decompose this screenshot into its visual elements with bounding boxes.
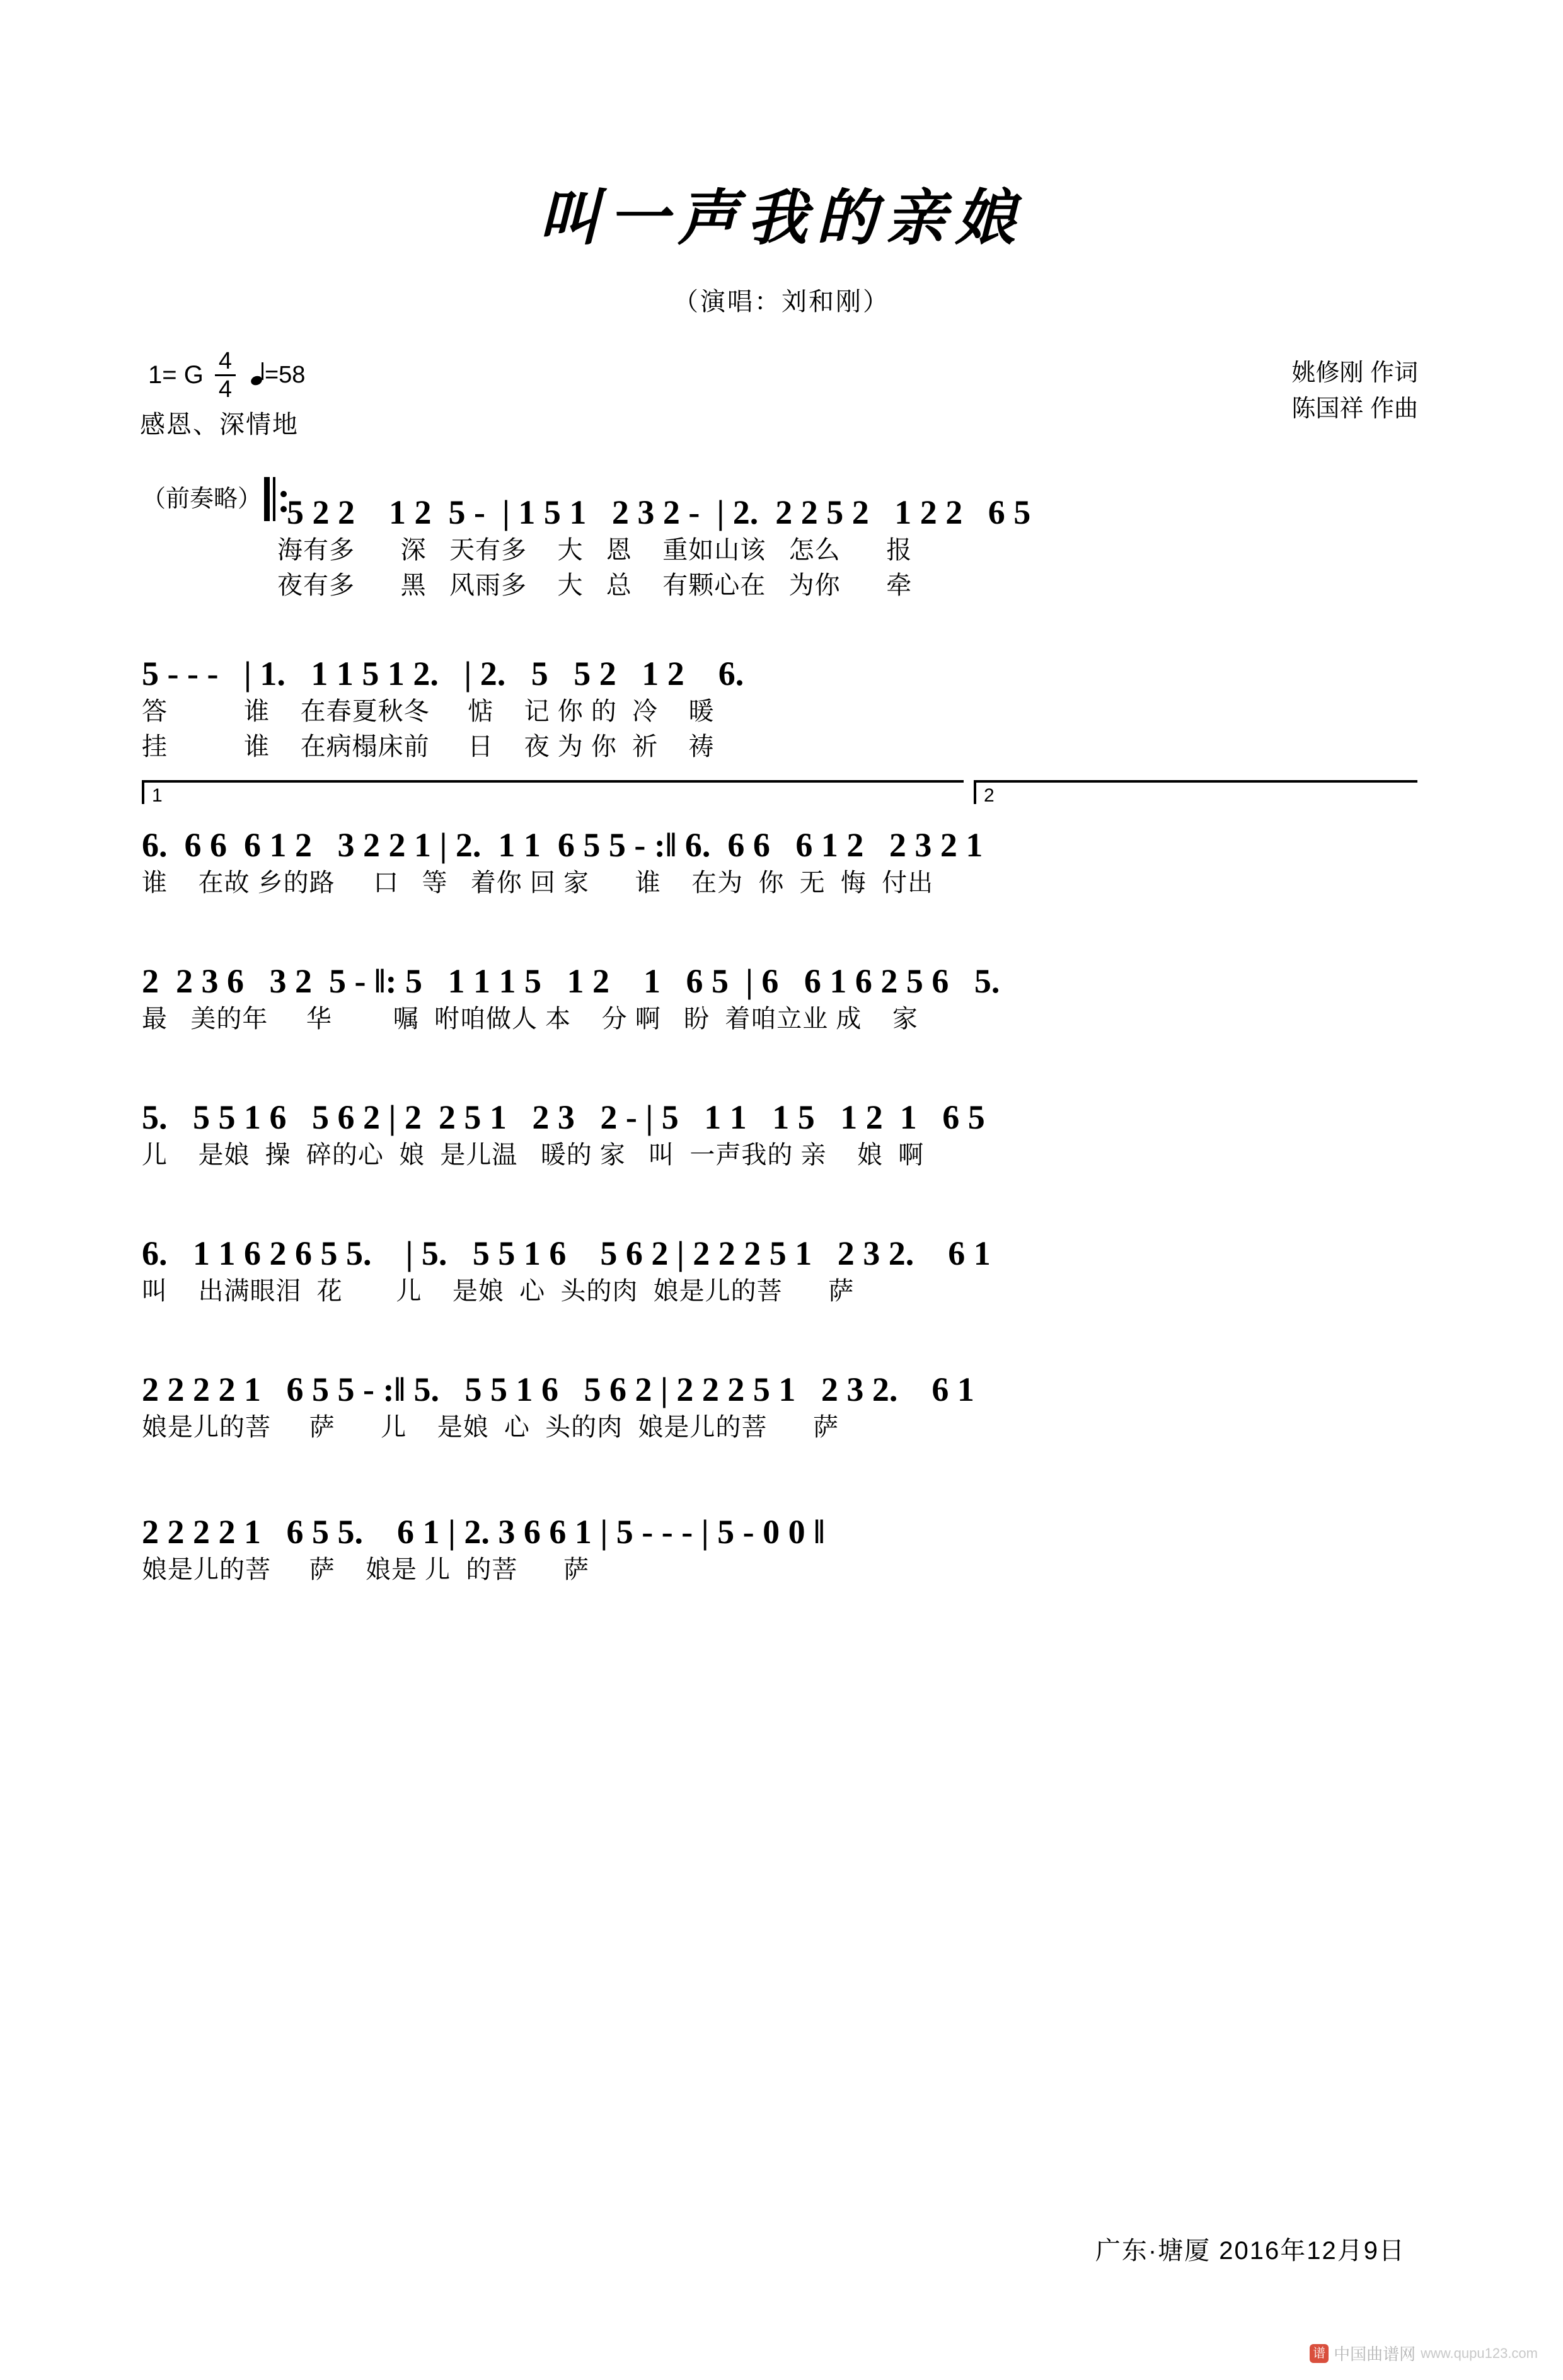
notes-text-3: 6. 6 6 6 1 2 3 2 2 1 | 2. 1 1 6 5 5 - :‖ 6. 6 6 6 1 2 2 3 2 1 bbox=[142, 826, 983, 864]
lyrics-row-5 bbox=[142, 1138, 1421, 1172]
score-metadata bbox=[0, 349, 1563, 450]
system-7 bbox=[142, 1346, 1421, 1444]
tempo-value: =58 bbox=[264, 362, 306, 388]
lyricist-credit: 姚修刚 作词 bbox=[1291, 360, 1418, 386]
lyrics-row-1b bbox=[142, 568, 1421, 602]
time-signature-denominator: 4 bbox=[218, 376, 232, 403]
footer-credit: 广东·塘厦 2016年12月9日 bbox=[1095, 2237, 1405, 2265]
quarter-note-icon bbox=[251, 366, 265, 385]
system-1 bbox=[142, 469, 1421, 602]
notes-row-1 bbox=[142, 469, 1421, 529]
notes-row-8 bbox=[142, 1488, 1421, 1549]
lyrics-row-8 bbox=[142, 1553, 1421, 1587]
page-title: 叫一声我的亲娘 bbox=[539, 185, 1024, 252]
music-body bbox=[142, 469, 1421, 1587]
lyrics-row-6 bbox=[142, 1274, 1421, 1308]
volta-number-2: 2 bbox=[984, 785, 995, 806]
tempo-marking bbox=[251, 362, 305, 389]
lyrics-row-3 bbox=[142, 866, 1421, 900]
watermark-badge-icon: 谱 bbox=[1310, 2344, 1329, 2363]
notes-row-7 bbox=[142, 1346, 1421, 1406]
lyrics-row-7 bbox=[142, 1410, 1421, 1444]
credits bbox=[1291, 355, 1418, 427]
volta-bracket-1 bbox=[142, 780, 964, 804]
notes-row-3 bbox=[142, 802, 1421, 862]
system-6 bbox=[142, 1210, 1421, 1308]
volta-bracket-2 bbox=[974, 780, 1417, 804]
performer-subtitle: （演唱：刘和刚） bbox=[673, 288, 890, 316]
notes-text-6: 6. 1 1 6 2 6 5 5. | 5. 5 5 1 6 5 6 2 | 2 2 2 5 1 2 3 2. 6 1 bbox=[142, 1234, 991, 1272]
lyrics-verse1-line1: 海有多 深 天有多 大 恩 重如山该 怎么 报 bbox=[277, 536, 913, 564]
notes-text-5: 5. 5 5 1 6 5 6 2 | 2 2 5 1 2 3 2 - | 5 1 1 1 5 1 2 1 6 5 bbox=[142, 1098, 985, 1136]
lyrics-line3: 谁 在故 乡的路 口 等 着你 回 家 谁 在为 你 无 悔 付出 bbox=[142, 869, 934, 897]
expression-marking: 感恩、深情地 bbox=[140, 411, 299, 439]
lyrics-row-4 bbox=[142, 1002, 1421, 1036]
notes-text-8: 2 2 2 2 1 6 5 5. 6 1 | 2. 3 6 6 1 | 5 - - - | 5 - 0 0 ‖ bbox=[142, 1513, 825, 1551]
lyrics-line6: 叫 出满眼泪 花 儿 是娘 心 头的肉 娘是儿的菩 萨 bbox=[142, 1277, 855, 1305]
watermark-url: www.qupu123.com bbox=[1421, 2345, 1538, 2361]
lyrics-verse2-line2: 挂 谁 在病榻床前 日 夜 为 你 祈 祷 bbox=[142, 733, 715, 761]
site-watermark bbox=[1310, 2342, 1538, 2365]
notes-row-6 bbox=[142, 1210, 1421, 1270]
notes-text-7: 2 2 2 2 1 6 5 5 - :‖ 5. 5 5 1 6 5 6 2 | 2 2 2 5 1 2 3 2. 6 1 bbox=[142, 1371, 974, 1408]
sheet-music-page bbox=[0, 170, 1563, 2380]
notes-text-4: 2 2 3 6 3 2 5 - ‖: 5 1 1 1 5 1 2 1 6 5 | 6 6 1 6 2 5 6 5. bbox=[142, 962, 1000, 1000]
notes-text-2: 5 - - - | 1. 1 1 5 1 2. | 2. 5 5 2 1 2 6. bbox=[142, 655, 744, 693]
composer-credit: 陈国祥 作曲 bbox=[1291, 396, 1418, 422]
lyrics-line8: 娘是儿的菩 萨 娘是 儿 的菩 萨 bbox=[142, 1556, 590, 1584]
lyrics-verse2-line1: 夜有多 黑 风雨多 大 总 有颗心在 为你 牵 bbox=[277, 572, 913, 599]
system-3 bbox=[142, 785, 1421, 900]
lyrics-line5: 儿 是娘 操 碎的心 娘 是儿温 暖的 家 叫 一声我的 亲 娘 啊 bbox=[142, 1141, 925, 1169]
notes-text-1: 5 2 2 1 2 5 - | 1 5 1 2 3 2 - | 2. 2 2 5 2 1 2 2 6 5 bbox=[287, 493, 1031, 531]
repeat-start-barline bbox=[264, 477, 279, 521]
volta-number-1: 1 bbox=[152, 785, 163, 806]
lyrics-row-2a bbox=[142, 694, 1421, 728]
time-signature-numerator: 4 bbox=[215, 349, 236, 376]
intro-note-label: （前奏略） bbox=[142, 486, 262, 512]
system-5 bbox=[142, 1074, 1421, 1172]
notes-row-5 bbox=[142, 1074, 1421, 1134]
notes-row-2 bbox=[142, 630, 1421, 691]
lyrics-row-2b bbox=[142, 730, 1421, 764]
system-4 bbox=[142, 938, 1421, 1036]
watermark-text: 中国曲谱网 bbox=[1334, 2345, 1416, 2364]
lyrics-line7: 娘是儿的菩 萨 儿 是娘 心 头的肉 娘是儿的菩 萨 bbox=[142, 1413, 839, 1441]
key-and-tempo bbox=[148, 349, 305, 401]
time-signature bbox=[215, 349, 236, 401]
lyrics-row-1a bbox=[142, 533, 1421, 567]
lyrics-line4: 最 美的年 华 嘱 咐咱做人 本 分 啊 盼 着咱立业 成 家 bbox=[142, 1005, 918, 1033]
notes-row-4 bbox=[142, 938, 1421, 998]
system-8 bbox=[142, 1488, 1421, 1587]
key-signature: 1= G bbox=[148, 361, 204, 389]
lyrics-verse1-line2: 答 谁 在春夏秋冬 惦 记 你 的 冷 暖 bbox=[142, 698, 715, 725]
system-2 bbox=[142, 630, 1421, 764]
